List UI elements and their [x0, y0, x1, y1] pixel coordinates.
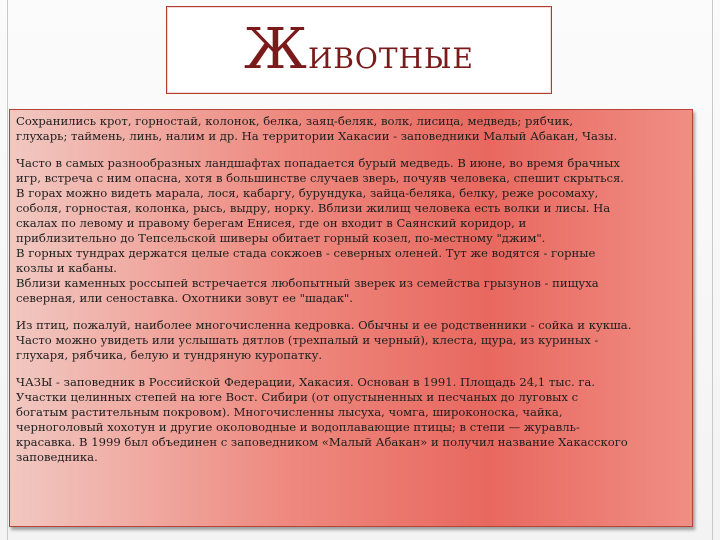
text-line: ЧАЗЫ - заповедник в Российской Федерации, Хакасия. Основан в 1991. Площадь 24,1 тыс. га.	[16, 375, 596, 389]
text-line: В горах можно видеть марала, лося, кабаргу, бурундука, зайца-беляка, белку, реже росомаху,	[16, 186, 599, 200]
text-line: Из птиц, пожалуй, наиболее многочисленна кедровка. Обычны и ее родственники - сойка и кукша.	[16, 318, 632, 332]
title-box	[166, 6, 552, 94]
slide-title	[244, 17, 474, 82]
text-line: красавка. В 1999 был объединен с заповедником «Малый Абакан» и получил название Хакасского	[16, 435, 628, 449]
text-line: Сохранились крот, горностай, колонок, белка, заяц-беляк, волк, лисица, медведь; рябчик,	[16, 114, 574, 128]
text-line: черноголовый хохотун и другие околоводные и водоплавающие птицы; в степи — журавль-	[16, 420, 580, 434]
title-initial: Ж	[244, 17, 308, 82]
text-line: заповедника.	[16, 450, 98, 464]
title-rest: ивотные	[307, 32, 474, 78]
text-line: глухаря, рябчика, белую и тундряную куропатку.	[16, 348, 323, 362]
paragraph-4	[16, 375, 686, 465]
paragraph-3	[16, 318, 686, 363]
paragraph-1	[16, 114, 686, 144]
text-line: приблизительно до Тепсельской шиверы обитает горный козел, по-местному "джим".	[16, 231, 546, 245]
paragraph-2	[16, 156, 686, 306]
text-line: Часто можно увидеть или услышать дятлов (трехпалый и черный), клеста, щура, из куриных -	[16, 333, 599, 347]
text-line: козлы и кабаны.	[16, 261, 117, 275]
text-line: Участки целинных степей на юге Вост. Сибири (от опустыненных и песчаных до луговых с	[16, 390, 579, 404]
content-box	[9, 109, 693, 527]
text-line: соболя, горностая, колонка, рысь, выдру, норку. Вблизи жилищ человека есть волки и лисы. На	[16, 201, 611, 215]
text-line: Часто в самых разнообразных ландшафтах попадается бурый медведь. В июне, во время брачных	[16, 156, 620, 170]
text-line: глухарь; таймень, линь, налим и др. На территории Хакасии - заповедники Малый Абакан, Чазы.	[16, 129, 618, 143]
text-line: северная, или сеноставка. Охотники зовут ее "шадак".	[16, 291, 353, 305]
left-border-line	[7, 0, 8, 540]
text-line: скалах по левому и правому берегам Енисея, где он входит в Саянский коридор, и	[16, 216, 527, 230]
text-line: Вблизи каменных россыпей встречается любопытный зверек из семейства грызунов - пищуха	[16, 276, 599, 290]
right-border-line	[712, 0, 713, 540]
text-line: В горных тундрах держатся целые стада сокжоев - северных оленей. Тут же водятся - горные	[16, 246, 596, 260]
text-line: игр, встреча с ним опасна, хотя в большинстве случаев зверь, почуяв человека, спешит скрыться.	[16, 171, 624, 185]
text-line: богатым растительным покровом). Многочисленны лысуха, чомга, широконоска, чайка,	[16, 405, 563, 419]
